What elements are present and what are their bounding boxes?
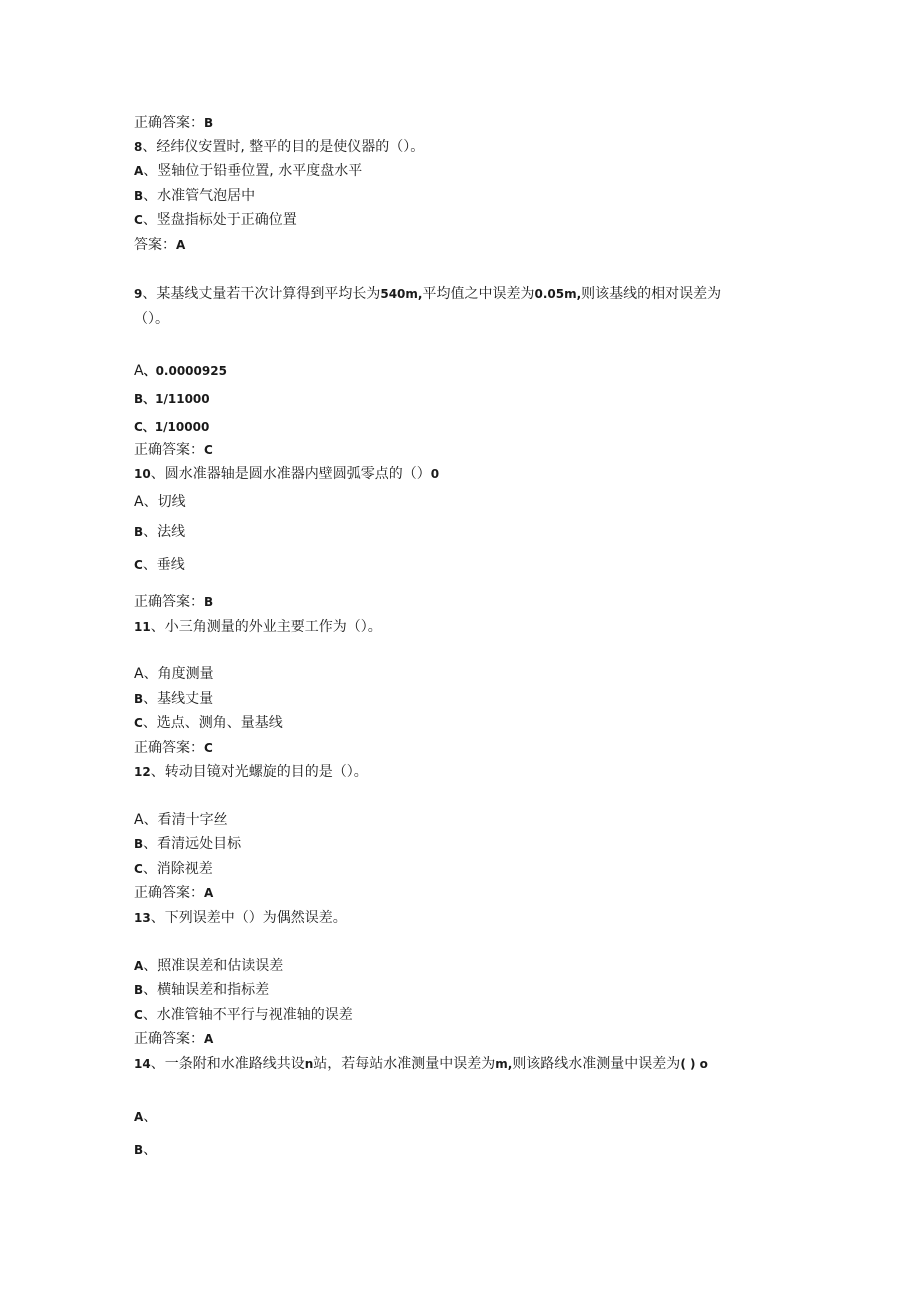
answer-value: A	[176, 238, 186, 252]
question-text: 则该基线的相对误差为	[581, 286, 722, 302]
question-value: ( ) o	[680, 1057, 708, 1071]
question-text: 平均值之中误差为	[422, 286, 535, 302]
question-text: （）。	[134, 311, 169, 327]
question-9	[134, 285, 721, 303]
question-number: 13	[134, 911, 151, 925]
question-value: m,	[495, 1057, 513, 1071]
option-text: 、照准误差和估读误差	[143, 958, 284, 974]
q13-option-a	[134, 957, 283, 975]
option-text: 、0.0000925	[143, 364, 227, 378]
q9-option-c	[134, 418, 209, 436]
question-13	[134, 909, 347, 927]
q13-option-b	[134, 981, 269, 999]
question-text: 、下列误差中（）为偶然误差。	[150, 910, 347, 926]
question-text: 则该路线水准测量中误差为	[512, 1056, 681, 1072]
question-number: 11	[134, 620, 151, 634]
option-letter: A	[134, 959, 144, 973]
option-letter: B	[134, 189, 144, 203]
option-text: 、消除视差	[142, 861, 213, 877]
q12-option-a	[134, 811, 228, 829]
question-11	[134, 618, 382, 636]
q10-option-b	[134, 523, 185, 541]
q9-option-a	[134, 362, 227, 380]
question-text: 、小三角测量的外业主要工作为（）。	[150, 619, 382, 635]
answer-label: 正确答案：	[134, 442, 204, 458]
answer-value: B	[204, 595, 214, 609]
answer-line-8	[134, 236, 185, 254]
option-text: A、看清十字丝	[134, 812, 228, 828]
question-12	[134, 763, 368, 781]
q14-option-a	[134, 1108, 157, 1126]
answer-label: 正确答案：	[134, 115, 204, 131]
option-text: A、切线	[134, 494, 186, 510]
option-letter: C	[134, 716, 143, 730]
option-letter: B	[134, 983, 144, 997]
answer-value: C	[204, 443, 213, 457]
option-letter: C	[134, 1008, 143, 1022]
option-text: 、	[143, 1142, 158, 1158]
option-text: 、水准管轴不平行与视准轴的误差	[142, 1007, 353, 1023]
option-text: 、横轴误差和指标差	[143, 982, 270, 998]
q11-option-a	[134, 665, 214, 683]
option-letter: A	[134, 363, 144, 379]
option-text: 、选点、测角、量基线	[142, 715, 283, 731]
answer-line-10	[134, 593, 213, 611]
option-letter: C	[134, 558, 143, 572]
option-text: B、1/11000	[134, 392, 210, 406]
option-text: 、基线丈量	[143, 691, 214, 707]
question-number: 14	[134, 1057, 151, 1071]
answer-line-11	[134, 739, 213, 757]
question-value: 540m,	[380, 287, 423, 301]
answer-value: B	[204, 116, 214, 130]
option-text: 、水准管气泡居中	[143, 188, 256, 204]
question-number: 9	[134, 287, 143, 301]
option-text: 、	[143, 1109, 158, 1125]
q10-option-c	[134, 556, 185, 574]
question-text: 、一条附和水准路线共设	[150, 1056, 305, 1072]
answer-value: C	[204, 741, 213, 755]
answer-label: 正确答案：	[134, 885, 204, 901]
option-text: 、法线	[143, 524, 186, 540]
answer-line-12	[134, 884, 213, 902]
question-8	[134, 138, 424, 156]
question-number: 12	[134, 765, 151, 779]
q8-option-b	[134, 187, 255, 205]
option-letter: C	[134, 213, 143, 227]
option-letter: B	[134, 525, 144, 539]
answer-label: 答案：	[134, 237, 176, 253]
q10-option-a	[134, 493, 186, 511]
option-letter: A	[134, 1110, 144, 1124]
question-text: 站，若每站水准测量中误差为	[313, 1056, 496, 1072]
q8-option-a	[134, 162, 362, 180]
answer-line-13	[134, 1030, 213, 1048]
q9-option-b	[134, 390, 210, 408]
answer-label: 正确答案：	[134, 594, 204, 610]
option-letter: A	[134, 164, 144, 178]
option-letter: B	[134, 1143, 144, 1157]
answer-label: 正确答案：	[134, 740, 204, 756]
q13-option-c	[134, 1006, 353, 1024]
q14-option-b	[134, 1141, 157, 1159]
option-text: A、角度测量	[134, 666, 214, 682]
answer-line-7	[134, 114, 213, 132]
q8-option-c	[134, 211, 297, 229]
option-letter: B	[134, 692, 144, 706]
question-10	[134, 465, 439, 483]
q11-option-b	[134, 690, 213, 708]
answer-label: 正确答案：	[134, 1031, 204, 1047]
question-9-continuation	[134, 310, 169, 328]
answer-line-9	[134, 441, 213, 459]
option-text: 、看清远处目标	[143, 836, 242, 852]
option-letter: B	[134, 837, 144, 851]
question-value: 0.05m,	[534, 287, 582, 301]
q11-option-c	[134, 714, 283, 732]
question-value: 0	[430, 467, 440, 481]
question-text: 、某基线丈量若干次计算得到平均长为	[142, 286, 381, 302]
question-text: 、经纬仪安置时, 整平的目的是使仪器的（）。	[142, 139, 425, 155]
option-letter: C	[134, 862, 143, 876]
answer-value: A	[204, 1032, 214, 1046]
question-text: 、圆水准器轴是圆水准器内壁圆弧零点的（）	[150, 466, 431, 482]
question-text: 、转动目镜对光螺旋的目的是（）。	[150, 764, 368, 780]
q12-option-c	[134, 860, 213, 878]
question-14	[134, 1055, 708, 1073]
question-number: 10	[134, 467, 151, 481]
question-number: 8	[134, 140, 143, 154]
option-text: 、竖盘指标处于正确位置	[142, 212, 297, 228]
q12-option-b	[134, 835, 241, 853]
option-text: C、1/10000	[134, 420, 210, 434]
answer-value: A	[204, 886, 214, 900]
option-text: 、垂线	[142, 557, 185, 573]
question-value: n	[304, 1057, 314, 1071]
option-text: 、竖轴位于铅垂位置, 水平度盘水平	[143, 163, 363, 179]
